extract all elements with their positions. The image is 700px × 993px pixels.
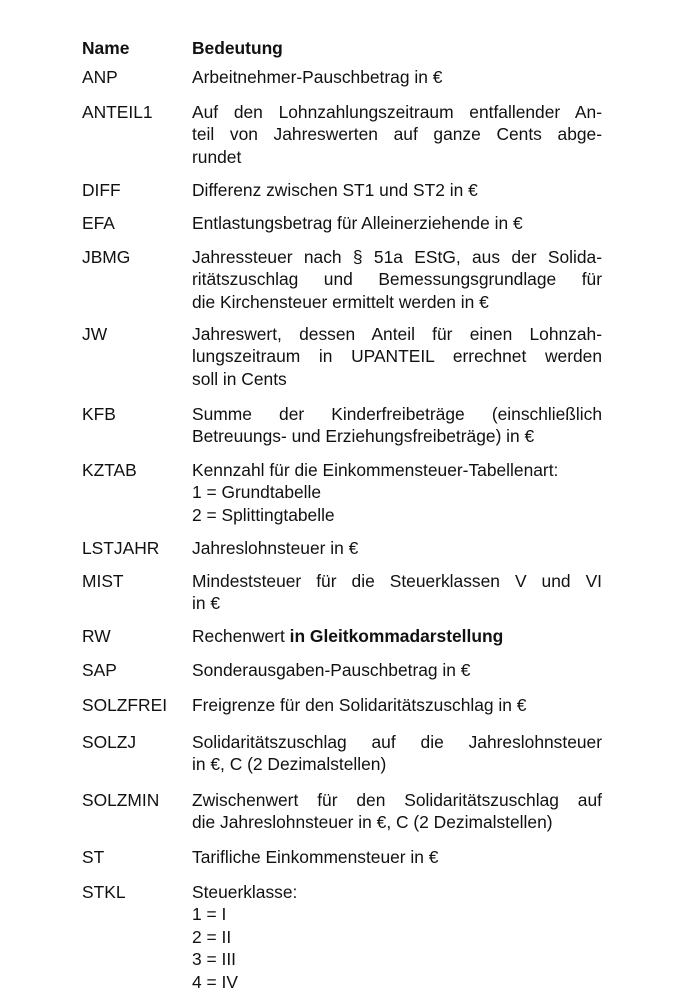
term-description — [192, 101, 602, 168]
description-line: teil von Jahreswerten auf ganze Cents abge- — [192, 124, 602, 145]
term-name: ANP — [82, 67, 118, 87]
term-name: EFA — [82, 213, 115, 233]
term-description — [192, 846, 602, 868]
term-description — [192, 881, 602, 993]
term-description — [192, 694, 602, 716]
description-text: Rechenwert — [192, 626, 285, 646]
description-line: 1 = Grundtabelle — [192, 482, 322, 503]
term-description — [192, 66, 602, 88]
term-description — [192, 179, 602, 201]
description-line: 4 = IV — [192, 971, 238, 992]
term-description — [192, 537, 602, 559]
header-name: Name — [82, 38, 130, 58]
description-line: Differenz zwischen ST1 und ST2 in € — [192, 180, 478, 200]
description-line: lungszeitraum in UPANTEIL errechnet werden — [192, 346, 602, 367]
term-description — [192, 570, 602, 615]
table-header — [0, 37, 700, 61]
term-name: SOLZFREI — [82, 695, 168, 715]
description-line: rundet — [192, 146, 242, 167]
term-name: MIST — [82, 571, 124, 591]
term-description — [192, 403, 602, 448]
term-name: LSTJAHR — [82, 538, 160, 558]
term-description — [192, 246, 602, 313]
description-line: Kennzahl für die Einkommensteuer-Tabellenart: — [192, 460, 559, 480]
description-line: die Jahreslohnsteuer in €, C (2 Dezimalstellen) — [192, 812, 553, 833]
term-description — [192, 731, 602, 776]
description-line: 1 = I — [192, 904, 227, 925]
description-line: Sonderausgaben-Pauschbetrag in € — [192, 660, 471, 680]
description-line: Freigrenze für den Solidaritätszuschlag in € — [192, 695, 527, 715]
description-line: soll in Cents — [192, 368, 287, 389]
header-meaning: Bedeutung — [192, 38, 283, 58]
description-line: Tarifliche Einkommensteuer in € — [192, 847, 439, 867]
term-description — [192, 212, 602, 234]
description-line: Solidaritätszuschlag auf die Jahreslohnsteuer — [192, 732, 602, 752]
description-line: Betreuungs- und Erziehungsfreibeträge) in € — [192, 426, 535, 447]
term-name: KFB — [82, 404, 116, 424]
description-line: Jahreswert, dessen Anteil für einen Lohnzah- — [192, 324, 602, 344]
term-description — [192, 323, 602, 390]
term-name: JBMG — [82, 247, 131, 267]
description-line: Jahreslohnsteuer in € — [192, 538, 359, 558]
term-name: SOLZJ — [82, 732, 137, 752]
description-line: Summe der Kinderfreibeträge (einschließlich — [192, 404, 602, 424]
description-line: Steuerklasse: — [192, 882, 298, 902]
description-line — [192, 625, 602, 647]
term-description — [192, 789, 602, 834]
term-description — [192, 459, 602, 526]
term-name: ANTEIL1 — [82, 102, 153, 122]
description-line: Entlastungsbetrag für Alleinerziehende in € — [192, 213, 523, 233]
description-line: Zwischenwert für den Solidaritätszuschlag auf — [192, 790, 602, 810]
term-name: SOLZMIN — [82, 790, 160, 810]
description-line: ritätszuschlag und Bemessungsgrundlage für — [192, 269, 602, 290]
description-line: Arbeitnehmer-Pauschbetrag in € — [192, 67, 443, 87]
term-name: SAP — [82, 660, 117, 680]
term-name: STKL — [82, 882, 126, 902]
description-line: 2 = Splittingtabelle — [192, 504, 335, 525]
description-line: Jahressteuer nach § 51a EStG, aus der Solida- — [192, 247, 602, 267]
term-name: KZTAB — [82, 460, 137, 480]
term-name: RW — [82, 626, 111, 646]
description-line: in €, C (2 Dezimalstellen) — [192, 754, 387, 775]
description-line: Auf den Lohnzahlungszeitraum entfallender An- — [192, 102, 602, 122]
description-line: 3 = III — [192, 949, 236, 970]
term-name: DIFF — [82, 180, 121, 200]
description-line: die Kirchensteuer ermittelt werden in € — [192, 291, 489, 312]
description-line: Mindeststeuer für die Steuerklassen V und VI — [192, 571, 602, 591]
term-name: ST — [82, 847, 105, 867]
term-name: JW — [82, 324, 108, 344]
description-line: 2 = II — [192, 926, 232, 947]
term-description — [192, 625, 602, 647]
bold-emphasis: in Gleitkommadarstellung — [289, 626, 504, 646]
term-description — [192, 659, 602, 681]
description-line: in € — [192, 593, 221, 614]
